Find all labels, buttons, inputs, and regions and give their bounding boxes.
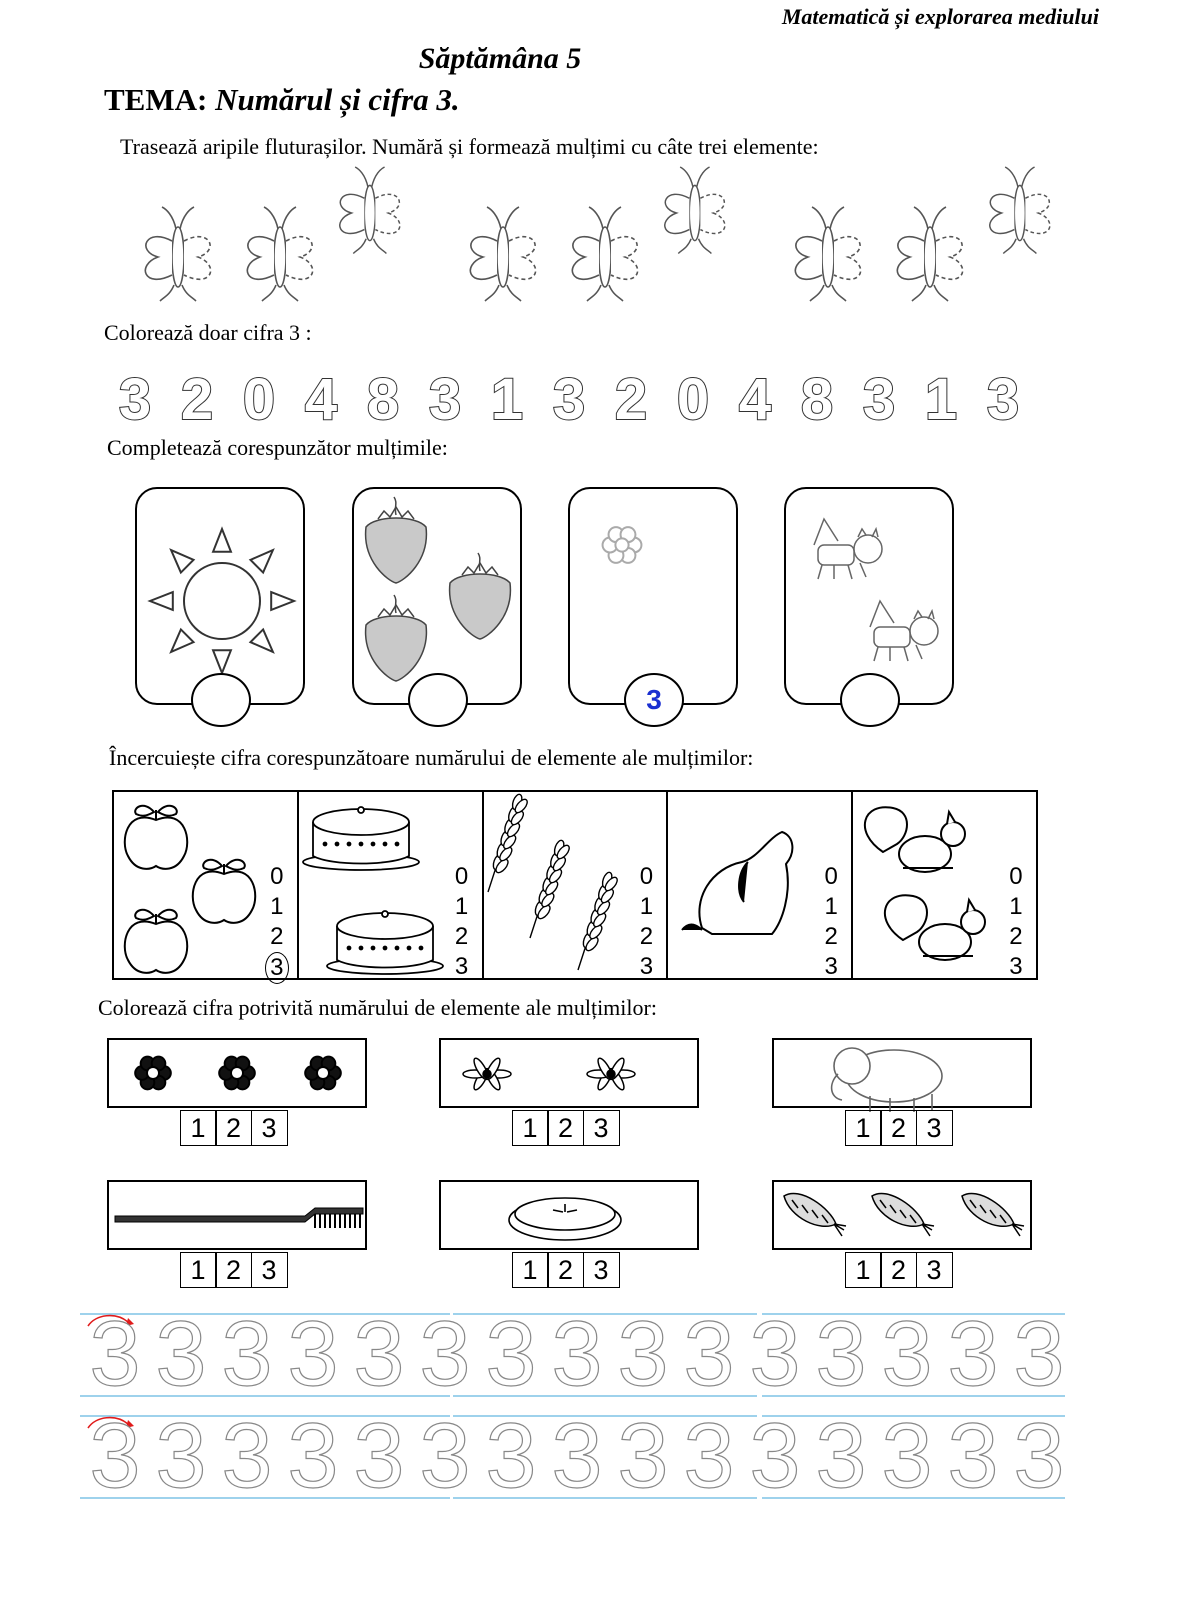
option-1[interactable]: 1 [270, 893, 284, 920]
butterfly-icon [470, 207, 535, 301]
digit-3[interactable]: 3 [862, 367, 896, 432]
trace-digit[interactable]: 3 [221, 1303, 273, 1405]
butterfly-icon [247, 207, 312, 301]
trace-digit[interactable]: 3 [551, 1405, 603, 1507]
butterfly-icon [145, 207, 210, 301]
number-choice [846, 1252, 953, 1288]
trace-digit[interactable]: 3 [353, 1405, 405, 1507]
digit-0[interactable]: 0 [676, 367, 710, 432]
trace-digit[interactable]: 3 [287, 1405, 339, 1507]
theme-label: TEMA: [104, 82, 208, 117]
option-0[interactable]: 0 [454, 863, 469, 890]
digit-8[interactable]: 8 [366, 367, 400, 432]
trace-digit[interactable]: 3 [683, 1303, 735, 1405]
week-title: Săptămâna 5 [418, 42, 582, 75]
digit-4[interactable]: 4 [738, 367, 772, 432]
number-cell-2[interactable]: 2 [215, 1110, 252, 1146]
number-cell-1[interactable]: 1 [180, 1110, 217, 1146]
number-cell-3[interactable]: 3 [583, 1110, 620, 1146]
tracing-row [82, 1405, 1072, 1507]
option-2[interactable]: 2 [1009, 923, 1023, 950]
picture-box [772, 1038, 1032, 1108]
number-choice [513, 1110, 620, 1146]
butterfly-icon [990, 167, 1050, 253]
trace-digit[interactable]: 3 [485, 1405, 537, 1507]
trace-digit[interactable]: 3 [881, 1303, 933, 1405]
digit-2[interactable]: 2 [614, 367, 648, 432]
theme-heading [104, 82, 460, 118]
option-1[interactable]: 1 [639, 893, 654, 920]
cake-icon [299, 792, 449, 978]
instruction-color-digit: Colorează cifra potrivită numărului de elemente ale mulțimilor: [98, 995, 657, 1020]
count-cell [299, 792, 484, 978]
option-0[interactable]: 0 [639, 863, 654, 890]
digit-options [1004, 862, 1028, 982]
picture-box [772, 1180, 1032, 1250]
number-cell-2[interactable]: 2 [547, 1252, 584, 1288]
trace-digit[interactable]: 3 [947, 1303, 999, 1405]
squirrel-icon [853, 792, 1003, 978]
answer-circle[interactable] [624, 673, 684, 727]
picture-box [439, 1038, 699, 1108]
number-cell-1[interactable]: 1 [180, 1252, 217, 1288]
set-card [135, 487, 305, 705]
answer-value: 3 [646, 684, 662, 715]
digit-3[interactable]: 3 [118, 367, 152, 432]
option-1[interactable]: 1 [1009, 893, 1023, 920]
digit-3[interactable]: 3 [552, 367, 586, 432]
wheat-icon [484, 792, 634, 978]
number-choice [181, 1252, 288, 1288]
trace-digit[interactable]: 3 [947, 1405, 999, 1507]
trace-digit[interactable]: 3 [419, 1405, 471, 1507]
option-0[interactable]: 0 [824, 863, 838, 890]
picture-box [107, 1180, 367, 1250]
number-cell-3[interactable]: 3 [251, 1252, 288, 1288]
number-cell-2[interactable]: 2 [547, 1110, 584, 1146]
trace-digit[interactable]: 3 [221, 1405, 273, 1507]
carrot-icon [774, 1182, 1030, 1248]
tracing-row [82, 1303, 1072, 1405]
option-3[interactable]: 3 [824, 953, 838, 980]
digit-options [634, 862, 658, 982]
flower-icon [109, 1040, 365, 1106]
number-cell-1[interactable]: 1 [845, 1252, 882, 1288]
number-cell-3[interactable]: 3 [916, 1252, 953, 1288]
dog-icon [668, 792, 818, 978]
option-3[interactable]: 3 [1009, 953, 1023, 980]
trace-digit[interactable]: 3 [815, 1405, 867, 1507]
option-3[interactable]: 3 [265, 952, 289, 984]
butterfly-icon [340, 167, 400, 253]
digit-options [265, 862, 289, 984]
number-cell-1[interactable]: 1 [845, 1110, 882, 1146]
butterfly-icon [665, 167, 725, 253]
option-1[interactable]: 1 [824, 893, 838, 920]
number-cell-2[interactable]: 2 [215, 1252, 252, 1288]
number-choice [513, 1252, 620, 1288]
instruction-color-3: Colorează doar cifra 3 : [104, 320, 312, 345]
trace-digit[interactable]: 3 [89, 1303, 141, 1405]
trace-digit[interactable]: 3 [683, 1405, 735, 1507]
count-cell [853, 792, 1036, 978]
digit-1[interactable]: 1 [490, 367, 524, 432]
option-1[interactable]: 1 [454, 893, 469, 920]
option-2[interactable]: 2 [639, 923, 654, 950]
set-card [568, 487, 738, 715]
pie-icon [441, 1182, 697, 1248]
instruction-complete-sets: Completează corespunzător mulțimile: [107, 435, 448, 460]
butterfly-icon [572, 207, 637, 301]
digit-8[interactable]: 8 [800, 367, 834, 432]
set-card [784, 487, 954, 705]
trace-digit[interactable]: 3 [617, 1303, 669, 1405]
trace-digit[interactable]: 3 [617, 1405, 669, 1507]
trace-digit[interactable]: 3 [815, 1303, 867, 1405]
subject-heading: Matematică și explorarea mediului [781, 4, 1099, 29]
trace-digit[interactable]: 3 [89, 1405, 141, 1507]
option-0[interactable]: 0 [270, 863, 284, 890]
trace-digit[interactable]: 3 [353, 1303, 405, 1405]
trace-digit[interactable]: 3 [881, 1405, 933, 1507]
count-cell [114, 792, 299, 981]
digit-1[interactable]: 1 [924, 367, 958, 432]
number-cell-1[interactable]: 1 [512, 1110, 549, 1146]
trace-digit[interactable]: 3 [419, 1303, 471, 1405]
option-3[interactable]: 3 [454, 953, 469, 980]
leaf-flower-icon [441, 1040, 697, 1106]
option-3[interactable]: 3 [639, 953, 654, 980]
butterfly-icon [897, 207, 962, 301]
trace-digit[interactable]: 3 [551, 1303, 603, 1405]
toothbrush-icon [109, 1182, 365, 1248]
number-cell-2[interactable]: 2 [880, 1110, 917, 1146]
trace-digit[interactable]: 3 [749, 1303, 801, 1405]
set-card [352, 487, 522, 705]
theme-title: Numărul și cifra 3. [215, 82, 460, 117]
digit-2[interactable]: 2 [180, 367, 214, 432]
trace-digit[interactable]: 3 [485, 1303, 537, 1405]
number-choice [181, 1110, 288, 1146]
count-table-frame [112, 790, 1038, 980]
answer-circle[interactable] [840, 673, 900, 727]
trace-digit[interactable]: 3 [749, 1405, 801, 1507]
digit-4[interactable]: 4 [304, 367, 338, 432]
apple-icon [114, 792, 264, 978]
digit-row [104, 366, 1034, 433]
option-0[interactable]: 0 [1009, 863, 1023, 890]
elephant-icon [774, 1040, 1030, 1106]
trace-digit[interactable]: 3 [1013, 1405, 1065, 1507]
number-cell-1[interactable]: 1 [512, 1252, 549, 1288]
number-cell-3[interactable]: 3 [916, 1110, 953, 1146]
option-2[interactable]: 2 [270, 923, 284, 950]
number-cell-2[interactable]: 2 [880, 1252, 917, 1288]
answer-circle[interactable] [191, 673, 251, 727]
count-cell [668, 792, 853, 978]
digit-options [450, 862, 474, 982]
number-cell-3[interactable]: 3 [583, 1252, 620, 1288]
picture-box [439, 1180, 699, 1250]
option-2[interactable]: 2 [824, 923, 838, 950]
digit-0[interactable]: 0 [242, 367, 276, 432]
number-cell-3[interactable]: 3 [251, 1110, 288, 1146]
trace-digit[interactable]: 3 [1013, 1303, 1065, 1405]
answer-circle[interactable] [408, 673, 468, 727]
digit-options [819, 862, 843, 982]
instruction-butterflies: Trasează aripile fluturașilor. Numără și formează mulțimi cu câte trei elemente: [120, 134, 819, 159]
instruction-circle-digit: Încercuiește cifra corespunzătoare numărului de elemente ale mulțimilor: [109, 745, 754, 770]
digit-3[interactable]: 3 [428, 367, 462, 432]
number-choice [846, 1110, 953, 1146]
butterflies-svg [0, 165, 1179, 325]
count-cell [484, 792, 669, 978]
trace-digit[interactable]: 3 [155, 1405, 207, 1507]
trace-digit[interactable]: 3 [155, 1303, 207, 1405]
digit-3[interactable]: 3 [986, 367, 1020, 432]
butterfly-icon [795, 207, 860, 301]
option-2[interactable]: 2 [454, 923, 469, 950]
picture-box [107, 1038, 367, 1108]
trace-digit[interactable]: 3 [287, 1303, 339, 1405]
